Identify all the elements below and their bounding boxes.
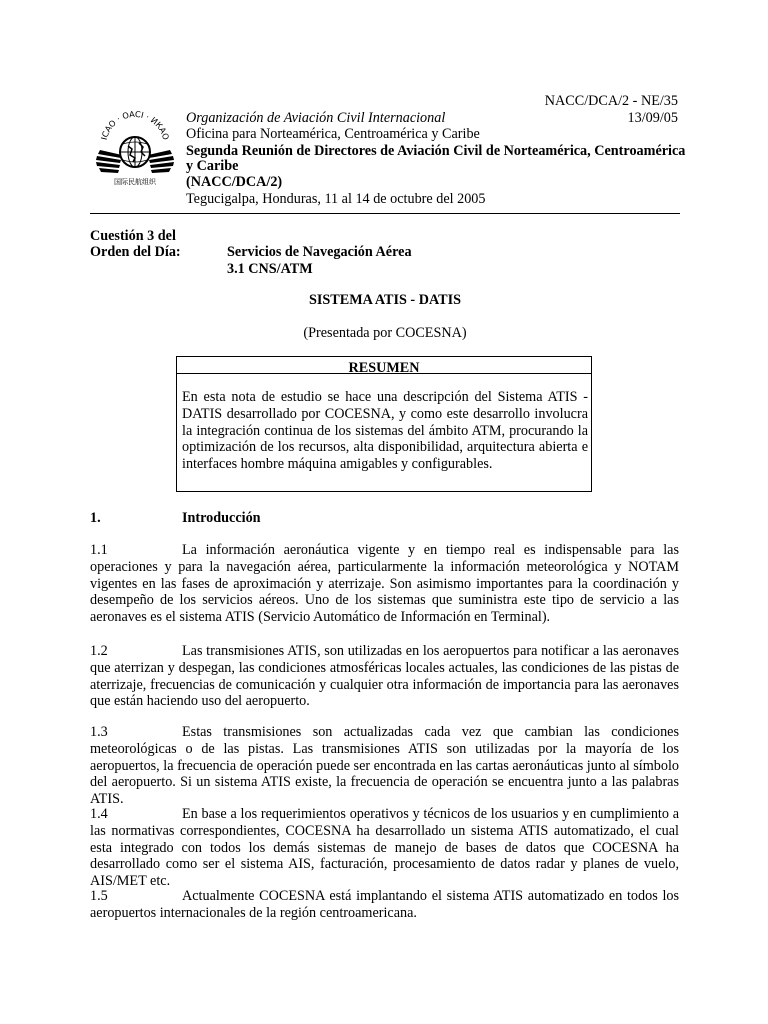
summary-text: En esta nota de estudio se hace una descripción del Sistema ATIS - DATIS desarrollado por COCESNA, y como este desarrollo involucra la integración continua de los sistemas del ámbito ATM, procurando la optimización de los recursos, alta disponibilidad, arquitectura abierta e interfaces hombre máquina amigables y configurables. xyxy=(182,389,588,473)
org-name: Organización de Aviación Civil Internacional xyxy=(186,110,446,126)
paragraph-number: 1.2 xyxy=(90,643,108,659)
agenda-item-title: Servicios de Navegación Aérea xyxy=(227,244,412,260)
paragraph-text: Estas transmisiones son actualizadas cada vez que cambian las condiciones meteorológicas o de las pistas. Las transmisiones ATIS son utilizadas por la mayoría de los aeropuertos, la frecuencia de operación puede ser encontrada en las cartas aeronáuticas junto al símbolo del aeropuerto. Si un sistema ATIS existe, la frecuencia de operación se encuentra junto a las palabras ATIS. xyxy=(90,724,679,808)
document-reference: NACC/DCA/2 - NE/35 xyxy=(544,93,678,109)
logo-arc-text: ICAO · OACI · ИКАО xyxy=(98,108,172,141)
document-title: SISTEMA ATIS - DATIS xyxy=(308,292,462,308)
meeting-location: Tegucigalpa, Honduras, 11 al 14 de octubre del 2005 xyxy=(186,191,486,207)
paragraph-number: 1.4 xyxy=(90,806,108,822)
paragraph-text: Las transmisiones ATIS, son utilizadas en los aeropuertos para notificar a las aeronaves que aterrizan y despegan, las condiciones atmosféricas locales actuales, las condiciones de las pistas de aterrizaje, frecuencias de comunicación y cualquier otra información de importancia para las aeronaves que están haciendo uso del aeropuerto. xyxy=(90,643,679,710)
agenda-label-line1: Cuestión 3 del xyxy=(90,228,176,244)
header-divider xyxy=(90,213,680,214)
summary-heading: RESUMEN xyxy=(348,360,420,376)
meeting-title-line2: y Caribe xyxy=(186,158,239,174)
paragraph-text: En base a los requerimientos operativos y técnicos de los usuarios y en cumplimiento a las normativas correspondientes, COCESNA ha desarrollado un sistema ATIS automatizado, el cual esta integrado con todos los demás sistemas de manejo de bases de datos que COCESNA ha desarrollado como ser el sistema AIS, facturación, procesamiento de datos radar y planes de vuelo, AIS/MET etc. xyxy=(90,806,679,890)
summary-divider xyxy=(177,373,591,374)
office-name: Oficina para Norteamérica, Centroamérica y Caribe xyxy=(186,126,480,142)
paragraph-number: 1.5 xyxy=(90,888,108,904)
paragraph-1-5 xyxy=(90,888,679,922)
paragraph-number: 1.1 xyxy=(90,542,108,558)
summary-box xyxy=(176,356,592,492)
paragraph-1-1 xyxy=(90,542,679,626)
paragraph-1-2 xyxy=(90,643,679,710)
paragraph-number: 1.3 xyxy=(90,724,108,740)
paragraph-text: Actualmente COCESNA está implantando el sistema ATIS automatizado en todos los aeropuertos internacionales de la región centroamericana. xyxy=(90,888,679,921)
agenda-item-subtitle: 3.1 CNS/ATM xyxy=(227,261,313,277)
icao-logo xyxy=(88,100,182,188)
logo-bottom-text: 国际民航组织 xyxy=(114,178,156,186)
paragraph-1-3 xyxy=(90,724,679,808)
section-title: Introducción xyxy=(182,510,261,526)
meeting-title-line1: Segunda Reunión de Directores de Aviación Civil de Norteamérica, Centroamérica xyxy=(186,143,686,159)
meeting-code: (NACC/DCA/2) xyxy=(186,174,283,190)
presented-by: (Presentada por COCESNA) xyxy=(303,325,467,341)
section-number: 1. xyxy=(90,510,101,526)
agenda-label-line2: Orden del Día: xyxy=(90,244,181,260)
document-date: 13/09/05 xyxy=(627,110,678,126)
paragraph-text: La información aeronáutica vigente y en tiempo real es indispensable para las operaciones y para la navegación aérea, particularmente la información meteorológica y NOTAM vigentes en las fases de aproximación y aterrizaje. Son asimismo importantes para la coordinación y desempeño de los servicios aéreos. Uno de los sistemas que suministra este tipo de servicio a las aeronaves es el sistema ATIS (Servicio Automático de Información en Terminal). xyxy=(90,542,679,626)
paragraph-1-4 xyxy=(90,806,679,890)
